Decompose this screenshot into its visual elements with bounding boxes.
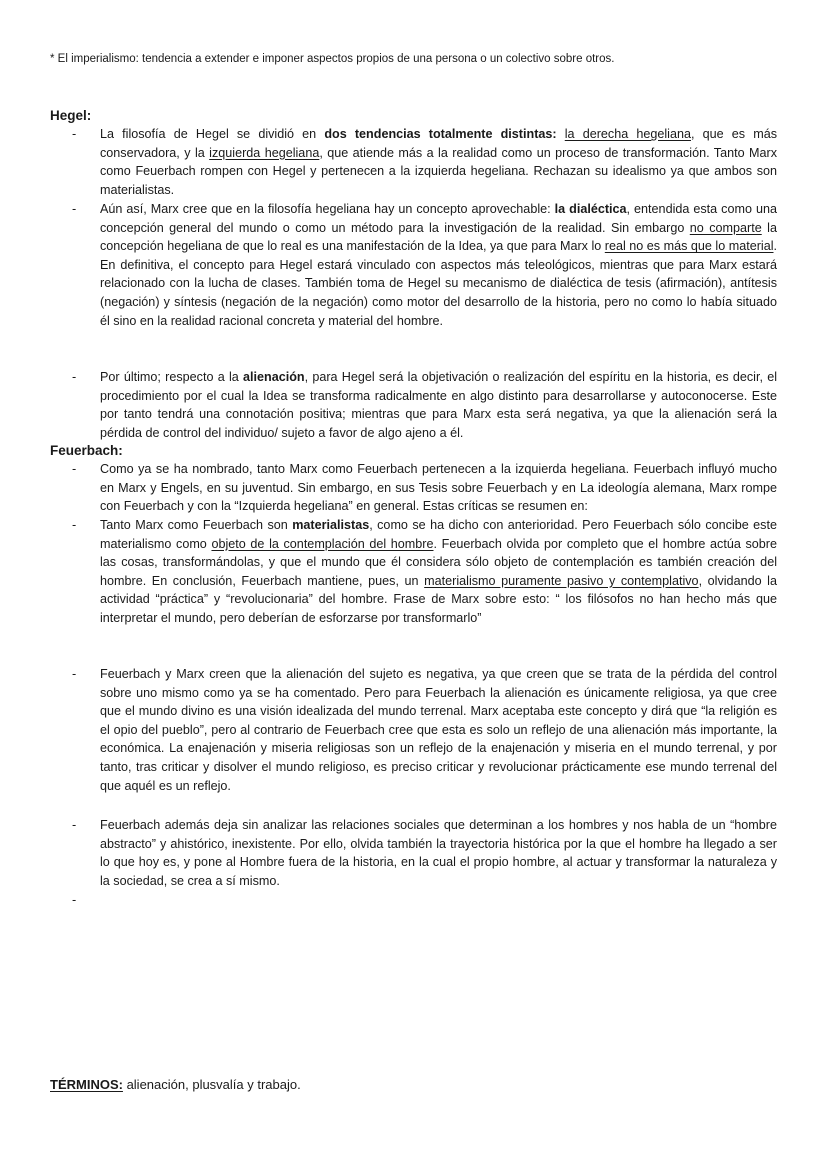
imperialism-footnote: * El imperialismo: tendencia a extender e imponer aspectos propios de una persona o un colectivo sobre otros. [50, 53, 615, 65]
hegel-bullet-2: - Aún así, Marx cree que en la filosofía hegeliana hay un concepto aprovechable: la dialéctica, entendida esta como una concepción general del mundo o como un método para la investigación de la realidad. Sin embargo no comparte la concepción hegeliana de que lo real es una manifestación de la Idea, ya que para Marx lo real no es más que lo material. En definitiva, el concepto para Hegel estará vinculado con aspectos más teleológicos, mientras que para Marx estará relacionado con la lucha de clases. También toma de Hegel su mecanismo de dialéctica de tesis (afirmación), antítesis (negación) y síntesis (negación de la negación) como motor del desarrollo de la historia, pero no como lo había situado él sino en la realidad racional concreta y material del hombre. [100, 200, 777, 330]
feuerbach-bullet-3: - Feuerbach y Marx creen que la alienación del sujeto es negativa, ya que creen que se trata de la pérdida del control sobre uno mismo como ya se ha comentado. Pero para Feuerbach la alienación es únicamente religiosa, ya que cree que el mundo divino es una visión idealizada del mundo terrenal. Marx aceptaba este concepto y dirá que “la religión es el opio del pueblo”, pero al contrario de Feuerbach cree que esta es solo un reflejo de una alienación más importante, la económica. La enajenación y miseria religiosas son un reflejo de la enajenación y miseria en el mundo terrenal, y por tanto, tras criticar y disolver el mundo religioso, es preciso criticar y revolucionar prácticamente ese mundo terrenal del que aquél es un reflejo. [100, 665, 777, 795]
hegel-bullet-1: - La filosofía de Hegel se dividió en dos tendencias totalmente distintas: la derecha hegeliana, que es más conservadora, y la izquierda hegeliana, que atiende más a la realidad como un proceso de transformación. Tanto Marx como Feuerbach rompen con Hegel y pertenecen a la izquierda hegeliana. Rechazan su idealismo ya que ambos son materialistas. [100, 125, 777, 199]
feuerbach-bullet-2: - Tanto Marx como Feuerbach son materialistas, como se ha dicho con anterioridad. Pero Feuerbach sólo concibe este materialismo como objeto de la contemplación del hombre. Feuerbach olvida por completo que el hombre actúa sobre las cosas, transformándolas, y que el mundo que él considera sólo objeto de contemplación es también creación del hombre. En conclusión, Feuerbach mantiene, pues, un materialismo puramente pasivo y contemplativo, olvidando la actividad “práctica” y “revolucionaria” del hombre. Frase de Marx sobre esto: “ los filósofos no han hecho más que interpretar el mundo, pero deberían de esforzarse por transformarlo” [100, 516, 777, 628]
terms-line [50, 1076, 780, 1093]
empty-bullet [100, 891, 777, 909]
terms-label: TÉRMINOS: [50, 1077, 123, 1092]
feuerbach-bullet-1: - Como ya se ha nombrado, tanto Marx como Feuerbach pertenecen a la izquierda hegeliana. Feuerbach influyó mucho en Marx y Engels, en su juventud. Sin embargo, en sus Tesis sobre Feuerbach y en La ideología alemana, Marx rompe con Feuerbach y con la “Izquierda hegeliana” en general. Estas críticas se resumen en: [100, 460, 777, 516]
feuerbach-heading: Feuerbach: [50, 443, 123, 458]
hegel-heading: Hegel: [50, 108, 92, 123]
feuerbach-bullet-4: - Feuerbach además deja sin analizar las relaciones sociales que determinan a los hombres y nos habla de un “hombre abstracto” y ahistórico, inexistente. Por ello, olvida también la trayectoria histórica por la que el hombre ha llegado a ser lo que hoy es, y pone al Hombre fuera de la historia, en la cual el propio hombre, al actuar y transformar la naturaleza y la sociedad, se crea a sí mismo. [100, 816, 777, 890]
terms-text: alienación, plusvalía y trabajo. [122, 1077, 301, 1092]
hegel-bullet-3: - Por último; respecto a la alienación, para Hegel será la objetivación o realización del espíritu en la historia, es decir, el procedimiento por el cual la Idea se transforma radicalmente en algo distinto para desarrollarse y autoconocerse. Este por tanto tendrá una connotación positiva; mientras que para Marx esta será negativa, ya que la alienación será la pérdida de control del individuo/ sujeto a favor de algo ajeno a él. [100, 368, 777, 442]
